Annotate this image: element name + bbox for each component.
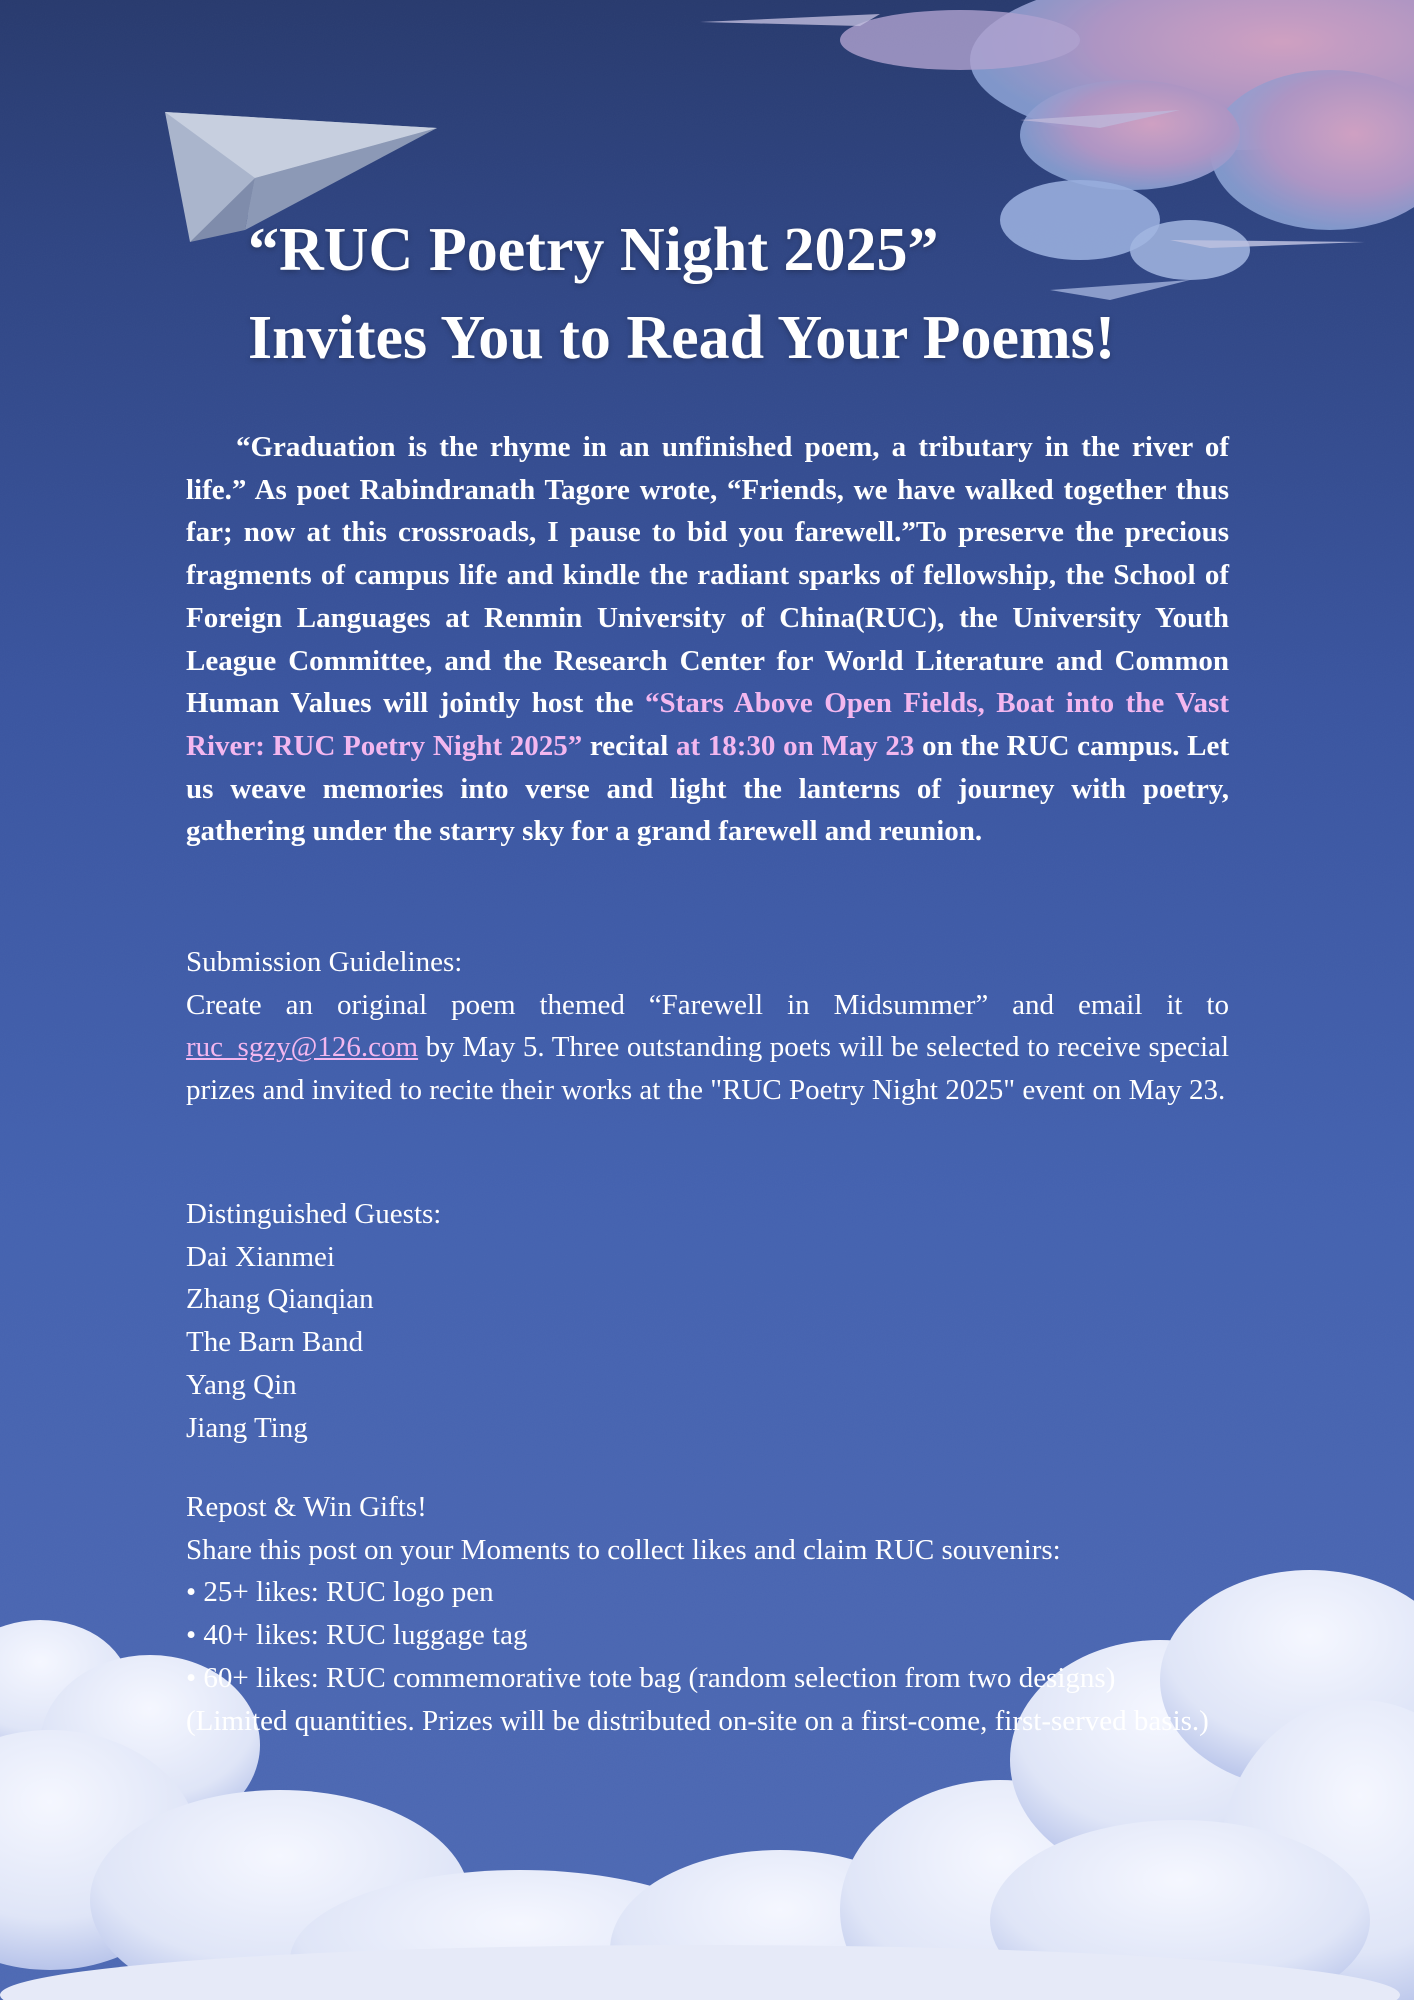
intro-text-2: recital bbox=[582, 729, 676, 762]
guest-name: The Barn Band bbox=[186, 1326, 364, 1359]
submission-section bbox=[186, 941, 1229, 1112]
repost-heading: Repost & Win Gifts! bbox=[186, 1491, 427, 1523]
guest-name: Jiang Ting bbox=[186, 1411, 308, 1444]
guests-section bbox=[186, 1193, 1229, 1449]
email-link[interactable]: ruc_sgzy@126.com bbox=[186, 1031, 419, 1064]
guest-name: Zhang Qianqian bbox=[186, 1283, 374, 1316]
page-title bbox=[248, 206, 1248, 382]
prize-note: (Limited quantities. Prizes will be distributed on-site on a first-come, first-served basis.) bbox=[186, 1704, 1209, 1737]
event-time: at 18:30 on May 23 bbox=[675, 729, 915, 762]
submission-text-before: Create an original poem themed “Farewell in Midsummer” and email it to bbox=[186, 988, 1229, 1021]
intro-text-3: on the RUC campus. Let us weave memories into verse and light the lanterns of journey with poetry, gathering under the starry sky for a grand farewell and reunion. bbox=[186, 729, 1229, 848]
submission-text-after: by May 5. Three outstanding poets will be selected to receive special prizes and invited to recite their works at the "RUC Poetry Night 2025" event on May 23. bbox=[186, 1031, 1229, 1107]
guest-name: Dai Xianmei bbox=[186, 1240, 335, 1273]
guests-heading: Distinguished Guests: bbox=[186, 1198, 442, 1230]
prize-tier: • 40+ likes: RUC luggage tag bbox=[186, 1619, 528, 1652]
intro-paragraph bbox=[186, 426, 1229, 853]
submission-heading: Submission Guidelines: bbox=[186, 946, 463, 978]
repost-intro: Share this post on your Moments to collect likes and claim RUC souvenirs: bbox=[186, 1533, 1061, 1566]
submission-text bbox=[186, 984, 1229, 1112]
prize-tier: • 25+ likes: RUC logo pen bbox=[186, 1576, 494, 1609]
guest-name: Yang Qin bbox=[186, 1368, 297, 1401]
repost-section bbox=[186, 1486, 1229, 1742]
title-line-1: “RUC Poetry Night 2025” bbox=[248, 216, 939, 284]
intro-text-1: “Graduation is the rhyme in an unfinished poem, a tributary in the river of life.” As poet Rabindranath Tagore wrote, “Friends, we have walked together thus far; now at this crossroads, I pause to bid you farewell.”To preserve the precious fragments of campus life and kindle the radiant sparks of fellowship, the School of Foreign Languages at Renmin University of China(RUC), the University Youth League Committee, and the Research Center for World Literature and Common Human Values will jointly host the bbox=[186, 431, 1229, 720]
event-name: “Stars Above Open Fields, Boat into the Vast River: RUC Poetry Night 2025” bbox=[186, 687, 1229, 762]
prize-tier: • 60+ likes: RUC commemorative tote bag (random selection from two designs) bbox=[186, 1661, 1116, 1694]
title-line-2: Invites You to Read Your Poems! bbox=[248, 304, 1116, 372]
